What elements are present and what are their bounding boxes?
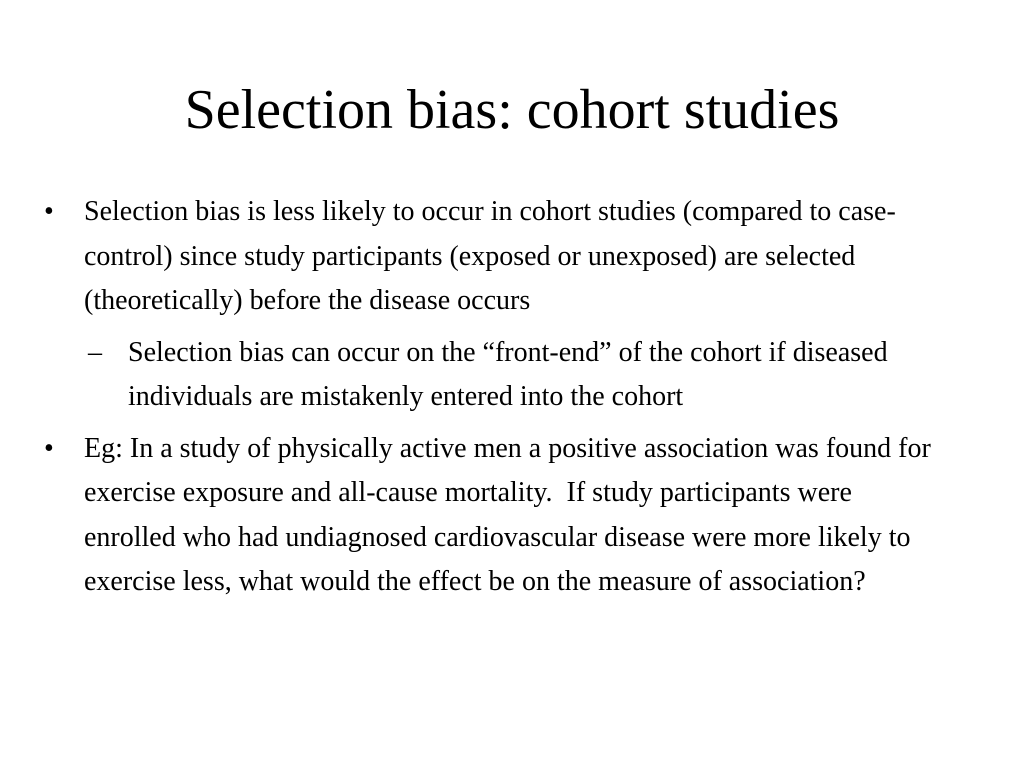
slide-body [44, 190, 944, 612]
sub-bullet-text: Selection bias can occur on the “front-end” of the cohort if diseased individuals are mistakenly entered into the cohort [128, 336, 895, 412]
bullet-marker: • [44, 432, 54, 464]
bullet-item [44, 427, 944, 605]
bullet-item [44, 190, 944, 324]
bullet-text: Eg: In a study of physically active men a positive association was found for exercise exposure and all-cause mortality. If study participants were enrolled who had undiagnosed cardiovascular disease were more likely to exercise less, what would the effect be on the measure of association? [84, 432, 938, 597]
bullet-text: Selection bias is less likely to occur in cohort studies (compared to case-control) since study participants (exposed or unexposed) are selected (theoretically) before the disease occurs [84, 196, 896, 316]
sub-bullet-marker: – [88, 336, 102, 368]
bullet-marker: • [44, 196, 54, 227]
slide-title: Selection bias: cohort studies [184, 79, 840, 141]
sub-bullet-item [44, 331, 944, 420]
